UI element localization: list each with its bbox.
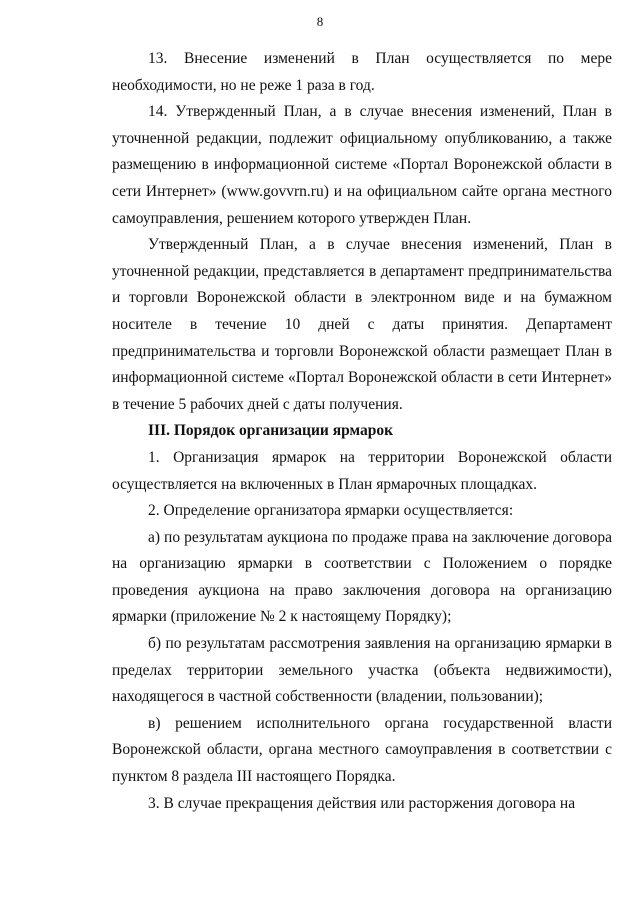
paragraph-iii-3: 3. В случае прекращения действия или расторжения договора на	[148, 794, 576, 812]
paragraph-iii-2v: в) решением исполнительного органа государственной власти Воронежской области, органа местного самоуправления в соответствии с пунктом 8 раздела III настоящего Порядка.	[112, 714, 612, 786]
document-body	[112, 46, 612, 817]
paragraph-13: 13. Внесение изменений в План осуществляется по мере необходимости, но не реже 1 раза в год.	[112, 50, 612, 94]
paragraph-iii-2a: а) по результатам аукциона по продаже права на заключение договора на организацию ярмарки в соответствии с Положением о порядке проведения аукциона на право заключения договора на организацию ярмарки (приложение № 2 к настоящему Порядку);	[112, 528, 612, 626]
paragraph-iii-2b: б) по результатам рассмотрения заявления на организацию ярмарки в пределах территории земельного участка (объекта недвижимости), находящегося в частной собственности (владении, пользовании);	[112, 635, 612, 706]
page-number: 8	[316, 14, 324, 29]
paragraph-14: 14. Утвержденный План, а в случае внесения изменений, План в уточненной редакции, подлежит официальному опубликованию, а также размещению в информационной системе «Портал Воронежской области в сети Интернет» (www.govvrn.ru) и на официальном сайте органа местного самоуправления, решением которого утвержден План.	[112, 103, 612, 227]
paragraph-iii-1: 1. Организация ярмарок на территории Воронежской области осуществляется на включенных в План ярмарочных площадках.	[112, 448, 612, 493]
section-heading: III. Порядок организации ярмарок	[148, 422, 393, 440]
paragraph-iii-2: 2. Определение организатора ярмарки осуществляется:	[148, 502, 514, 520]
paragraph-plan-submission: Утвержденный План, а в случае внесения изменений, План в уточненной редакции, представляется в департамент предпринимательства и торговли Воронежской области в электронном виде и на бумажном носителе в течение 10 дней с даты принятия. Департамент предпринимательства и торговли Воронежской области размещает План в информационной системе «Портал Воронежской области в сети Интернет» в течение 5 рабочих дней с даты получения.	[112, 236, 612, 413]
